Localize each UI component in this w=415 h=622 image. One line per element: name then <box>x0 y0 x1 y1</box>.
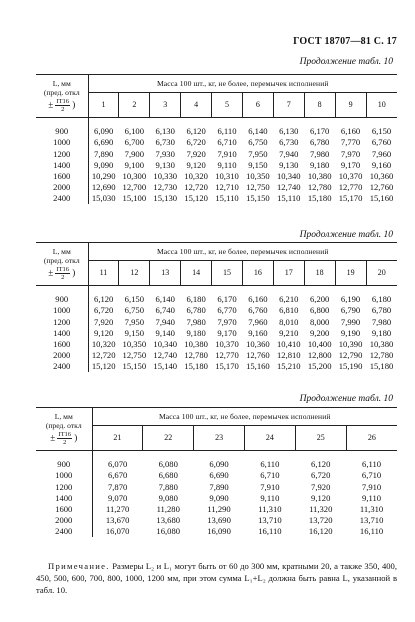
variant-column-header: 11 <box>88 261 119 286</box>
length-cell: 1600 <box>36 504 92 515</box>
mass-cell: 10,290 <box>91 171 116 182</box>
mass-cell: 9,180 <box>186 327 206 338</box>
length-cell: 2400 <box>36 193 88 204</box>
mass-cell: 12,700 <box>122 182 147 193</box>
length-cell: 1400 <box>36 160 88 171</box>
mass-cell: 6,180 <box>371 294 392 305</box>
mass-cell: 6,690 <box>94 137 114 148</box>
length-column-header <box>36 408 92 451</box>
mass-cell: 6,710 <box>217 137 237 148</box>
note-label: Примечание. <box>48 561 110 571</box>
tolerance-fraction: ± $\frac{IT16}{2}$ ) <box>48 265 76 282</box>
mass-cell: 13,710 <box>258 515 282 526</box>
mass-cell: 15,170 <box>338 193 363 204</box>
length-cell: 2000 <box>36 515 92 526</box>
note <box>36 560 397 597</box>
table-row <box>36 504 397 515</box>
mass-cell: 16,070 <box>105 526 130 537</box>
mass-cell: 10,390 <box>338 339 363 350</box>
mass-cell: 10,310 <box>215 171 239 182</box>
mass-cell: 7,980 <box>371 316 392 327</box>
mass-cell: 6,110 <box>362 459 382 470</box>
mass-cell: 10,370 <box>215 339 239 350</box>
mass-cell: 6,790 <box>340 305 361 316</box>
mass-cell: 12,800 <box>307 350 332 361</box>
mass-cell: 9,180 <box>371 327 392 338</box>
mass-cell: 8,010 <box>279 316 299 327</box>
mass-cell: 7,950 <box>124 316 144 327</box>
mass-cell: 7,890 <box>209 481 229 492</box>
mass-cell: 12,770 <box>215 350 239 361</box>
tolerance-fraction: ± $\frac{IT16}{2}$ ) <box>50 430 78 447</box>
table-row <box>36 350 397 361</box>
mass-table-1 <box>36 74 397 204</box>
variant-column-header: 17 <box>273 261 304 286</box>
mass-cell: 7,910 <box>260 481 280 492</box>
mass-cell: 15,140 <box>153 361 178 372</box>
mass-cell: 12,760 <box>246 350 270 361</box>
mass-cell: 10,410 <box>276 339 301 350</box>
mass-cell: 6,140 <box>155 294 175 305</box>
mass-cell: 8,000 <box>310 316 330 327</box>
variant-column-header: 2 <box>119 93 150 118</box>
mass-cell: 6,160 <box>340 126 361 137</box>
mass-cell: 10,320 <box>91 339 116 350</box>
mass-cell: 11,280 <box>156 504 180 515</box>
mass-cell: 6,730 <box>279 137 299 148</box>
mass-cell: 9,170 <box>217 327 237 338</box>
table-row <box>36 148 397 159</box>
mass-cell: 11,290 <box>207 504 231 515</box>
mass-cell: 12,720 <box>91 350 116 361</box>
tolerance-label: (пред. откл <box>43 256 80 266</box>
mass-cell: 6,720 <box>94 305 114 316</box>
mass-cell: 7,940 <box>155 316 175 327</box>
mass-cell: 6,110 <box>260 459 280 470</box>
mass-cell: 7,960 <box>248 316 268 327</box>
mass-cell: 7,770 <box>340 137 361 148</box>
mass-cell: 6,750 <box>248 137 268 148</box>
mass-cell: 6,130 <box>155 126 175 137</box>
table-row <box>36 316 397 327</box>
length-label: L, мм <box>54 412 73 422</box>
mass-cell: 9,130 <box>155 159 175 170</box>
mass-cell: 7,890 <box>94 148 114 159</box>
mass-cell: 6,150 <box>124 294 144 305</box>
mass-cell: 6,670 <box>107 470 128 481</box>
mass-cell: 9,160 <box>248 327 268 338</box>
length-cell: 1000 <box>36 470 92 481</box>
mass-cell: 6,130 <box>279 126 299 137</box>
mass-cell: 9,130 <box>279 159 299 170</box>
mass-cell: 10,330 <box>153 171 178 182</box>
mass-cell: 7,910 <box>361 481 382 492</box>
mass-cell: 6,090 <box>94 126 114 137</box>
length-cell: 2000 <box>36 350 88 361</box>
mass-cell: 9,110 <box>362 492 382 503</box>
mass-cell: 10,380 <box>184 339 208 350</box>
mass-cell: 12,720 <box>184 182 208 193</box>
mass-cell: 15,030 <box>91 193 116 204</box>
variant-column-header: 18 <box>304 261 335 286</box>
mass-cell: 10,380 <box>307 171 332 182</box>
mass-span-header: Масса 100 шт., кг, не более, перемычек исполнений <box>88 243 397 261</box>
mass-cell: 9,120 <box>186 159 206 170</box>
mass-cell: 6,690 <box>209 470 229 481</box>
length-cell: 2000 <box>36 182 88 193</box>
mass-cell: 12,710 <box>215 182 239 193</box>
mass-cell: 13,670 <box>105 515 130 526</box>
table-row <box>36 526 397 537</box>
mass-span-header: Масса 100 шт., кг, не более, перемычек исполнений <box>88 75 397 93</box>
table-row <box>36 470 397 481</box>
mass-cell: 6,090 <box>209 459 229 470</box>
mass-cell: 12,690 <box>91 182 116 193</box>
mass-cell: 15,120 <box>91 361 116 372</box>
mass-cell: 12,780 <box>307 182 332 193</box>
length-cell: 1400 <box>36 328 88 339</box>
table-row <box>36 493 397 504</box>
mass-cell: 12,730 <box>153 182 178 193</box>
mass-cell: 6,700 <box>124 137 144 148</box>
mass-cell: 11,310 <box>258 504 282 515</box>
mass-cell: 12,780 <box>184 350 208 361</box>
mass-cell: 9,150 <box>124 327 144 338</box>
mass-cell: 12,750 <box>122 350 147 361</box>
mass-cell: 7,950 <box>248 148 268 159</box>
variant-column-header: 13 <box>150 261 181 286</box>
mass-cell: 10,350 <box>122 339 147 350</box>
mass-cell: 10,320 <box>184 171 208 182</box>
table-row <box>36 182 397 193</box>
table-row <box>36 481 397 492</box>
length-cell: 1600 <box>36 171 88 182</box>
mass-cell: 9,120 <box>311 492 331 503</box>
mass-cell: 15,150 <box>122 361 147 372</box>
mass-cell: 6,200 <box>310 294 330 305</box>
mass-cell: 12,760 <box>369 182 394 193</box>
mass-cell: 7,990 <box>340 316 361 327</box>
mass-cell: 16,080 <box>156 526 181 537</box>
mass-cell: 6,780 <box>186 305 206 316</box>
mass-cell: 7,980 <box>186 316 206 327</box>
variant-column-header: 16 <box>242 261 273 286</box>
mass-cell: 15,110 <box>215 193 239 204</box>
mass-cell: 15,100 <box>122 193 147 204</box>
variant-column-header: 5 <box>212 93 243 118</box>
variant-column-header: 9 <box>335 93 366 118</box>
mass-cell: 9,150 <box>248 159 268 170</box>
mass-cell: 7,870 <box>107 481 128 492</box>
mass-cell: 6,120 <box>94 294 114 305</box>
length-cell: 1200 <box>36 316 88 327</box>
mass-cell: 6,070 <box>107 459 128 470</box>
table-row <box>36 339 397 350</box>
continuation-caption-3: Продолжение табл. 10 <box>299 394 393 404</box>
variant-column-header: 6 <box>242 93 273 118</box>
mass-cell: 9,110 <box>260 492 280 503</box>
table-row <box>36 328 397 339</box>
mass-cell: 12,740 <box>276 182 301 193</box>
variant-column-header: 8 <box>304 93 335 118</box>
mass-cell: 16,090 <box>207 526 231 537</box>
mass-cell: 10,380 <box>369 339 394 350</box>
mass-cell: 15,180 <box>307 193 332 204</box>
mass-cell: 9,160 <box>371 159 392 170</box>
mass-cell: 9,180 <box>310 159 330 170</box>
variant-column-header: 23 <box>194 426 245 451</box>
mass-cell: 13,690 <box>207 515 231 526</box>
length-cell: 1400 <box>36 493 92 504</box>
mass-cell: 16,110 <box>359 526 384 537</box>
length-column-header <box>36 243 88 286</box>
variant-column-header: 7 <box>273 93 304 118</box>
mass-cell: 9,090 <box>94 159 114 170</box>
mass-cell: 7,910 <box>217 148 237 159</box>
mass-cell: 15,130 <box>153 193 178 204</box>
length-cell: 2400 <box>36 361 88 372</box>
table-row <box>36 305 397 316</box>
mass-cell: 6,150 <box>371 126 392 137</box>
variant-column-header: 10 <box>366 93 397 118</box>
mass-cell: 9,190 <box>340 327 361 338</box>
mass-table-3 <box>36 407 397 537</box>
length-label: L, мм <box>52 247 71 257</box>
mass-cell: 9,210 <box>279 327 299 338</box>
mass-cell: 7,930 <box>155 148 175 159</box>
mass-cell: 9,110 <box>217 159 237 170</box>
length-cell: 900 <box>36 294 88 305</box>
mass-cell: 6,780 <box>371 305 392 316</box>
mass-cell: 7,980 <box>310 148 330 159</box>
mass-cell: 10,360 <box>369 171 394 182</box>
mass-cell: 9,090 <box>209 492 229 503</box>
mass-cell: 10,350 <box>246 171 270 182</box>
length-cell: 1200 <box>36 481 92 492</box>
mass-cell: 6,180 <box>186 294 206 305</box>
mass-cell: 12,810 <box>276 350 301 361</box>
mass-cell: 6,210 <box>279 294 299 305</box>
table-row <box>36 137 397 148</box>
variant-column-header: 25 <box>295 426 346 451</box>
length-column-header <box>36 75 88 118</box>
table-row <box>36 459 397 470</box>
note-text: Размеры L₂ и L₁ могут быть от 60 до 300 мм, кратными 20, а также 350, 400, 450, 500, 600, 700, 800, 1000, 1200 мм, при этом сумма L₁+L₂ должна быть равна L, указанной в табл. 10. <box>36 561 397 596</box>
mass-cell: 7,970 <box>217 316 237 327</box>
mass-cell: 12,790 <box>338 350 363 361</box>
length-cell: 1600 <box>36 339 88 350</box>
mass-cell: 12,750 <box>246 182 270 193</box>
length-cell: 1000 <box>36 137 88 148</box>
length-label: L, мм <box>52 79 71 89</box>
mass-cell: 7,960 <box>371 148 392 159</box>
mass-cell: 6,720 <box>311 470 331 481</box>
mass-cell: 10,300 <box>122 171 147 182</box>
continuation-caption-2: Продолжение табл. 10 <box>299 230 393 240</box>
mass-cell: 6,740 <box>155 305 175 316</box>
mass-cell: 6,760 <box>248 305 268 316</box>
mass-cell: 15,120 <box>184 193 208 204</box>
mass-cell: 11,270 <box>106 504 130 515</box>
mass-cell: 6,680 <box>158 470 178 481</box>
mass-cell: 9,140 <box>155 327 175 338</box>
mass-cell: 12,780 <box>369 350 394 361</box>
mass-cell: 10,400 <box>307 339 332 350</box>
mass-cell: 15,160 <box>246 361 270 372</box>
mass-cell: 9,120 <box>94 327 114 338</box>
mass-cell: 7,920 <box>186 148 206 159</box>
mass-cell: 6,780 <box>310 137 330 148</box>
mass-cell: 13,710 <box>359 515 384 526</box>
mass-cell: 6,100 <box>124 126 144 137</box>
mass-cell: 11,310 <box>359 504 384 515</box>
mass-cell: 10,360 <box>246 339 270 350</box>
mass-cell: 9,200 <box>310 327 330 338</box>
mass-cell: 11,320 <box>309 504 333 515</box>
length-cell: 1000 <box>36 305 88 316</box>
mass-cell: 6,170 <box>217 294 237 305</box>
table-row <box>36 126 397 137</box>
mass-cell: 6,810 <box>279 305 299 316</box>
mass-cell: 6,730 <box>155 137 175 148</box>
mass-cell: 6,170 <box>310 126 330 137</box>
mass-cell: 15,210 <box>276 361 301 372</box>
mass-cell: 7,880 <box>158 481 178 492</box>
mass-cell: 9,170 <box>340 159 361 170</box>
table-row <box>36 294 397 305</box>
mass-cell: 6,160 <box>248 294 268 305</box>
mass-cell: 15,150 <box>246 193 270 204</box>
table-row <box>36 515 397 526</box>
variant-column-header: 4 <box>181 93 212 118</box>
mass-cell: 15,180 <box>184 361 208 372</box>
mass-cell: 13,720 <box>308 515 333 526</box>
mass-cell: 15,180 <box>369 361 394 372</box>
table-row <box>36 361 397 372</box>
mass-cell: 13,680 <box>156 515 181 526</box>
variant-column-header: 3 <box>150 93 181 118</box>
mass-cell: 15,190 <box>338 361 363 372</box>
mass-cell: 12,770 <box>338 182 363 193</box>
variant-column-header: 12 <box>119 261 150 286</box>
table-row <box>36 171 397 182</box>
mass-cell: 9,070 <box>107 492 128 503</box>
mass-cell: 6,190 <box>340 294 361 305</box>
variant-column-header: 14 <box>181 261 212 286</box>
length-cell: 1200 <box>36 148 88 159</box>
tolerance-label: (пред. откл <box>43 88 80 98</box>
mass-cell: 15,160 <box>369 193 394 204</box>
mass-cell: 15,200 <box>307 361 332 372</box>
mass-span-header: Масса 100 шт., кг, не более, перемычек исполнений <box>92 408 397 426</box>
table-row <box>36 160 397 171</box>
mass-cell: 9,080 <box>158 492 178 503</box>
mass-cell: 6,710 <box>260 470 280 481</box>
mass-cell: 6,120 <box>311 459 331 470</box>
variant-column-header: 19 <box>335 261 366 286</box>
mass-cell: 10,370 <box>338 171 363 182</box>
tolerance-label: (пред. откл <box>45 421 82 431</box>
variant-column-header: 26 <box>346 426 397 451</box>
tolerance-fraction: ± $\frac{IT16}{2}$ ) <box>48 97 76 114</box>
length-cell: 900 <box>36 459 92 470</box>
continuation-caption-1: Продолжение табл. 10 <box>299 57 393 67</box>
mass-cell: 6,760 <box>371 137 392 148</box>
variant-column-header: 20 <box>366 261 397 286</box>
mass-cell: 16,110 <box>258 526 282 537</box>
mass-cell: 6,750 <box>124 305 144 316</box>
mass-cell: 7,920 <box>311 481 331 492</box>
mass-cell: 6,110 <box>217 126 237 137</box>
variant-column-header: 15 <box>212 261 243 286</box>
mass-cell: 15,170 <box>215 361 239 372</box>
mass-cell: 6,140 <box>248 126 268 137</box>
variant-column-header: 22 <box>143 426 194 451</box>
mass-cell: 10,340 <box>276 171 301 182</box>
mass-cell: 15,110 <box>277 193 301 204</box>
mass-cell: 6,720 <box>186 137 206 148</box>
mass-cell: 6,800 <box>310 305 330 316</box>
mass-cell: 6,120 <box>186 126 206 137</box>
mass-cell: 10,340 <box>153 339 178 350</box>
mass-cell: 7,920 <box>94 316 114 327</box>
variant-column-header: 1 <box>88 93 119 118</box>
variant-column-header: 24 <box>244 426 295 451</box>
mass-cell: 6,710 <box>361 470 382 481</box>
mass-cell: 7,900 <box>124 148 144 159</box>
mass-cell: 9,100 <box>124 159 144 170</box>
mass-cell: 7,940 <box>279 148 299 159</box>
mass-cell: 12,740 <box>153 350 178 361</box>
mass-cell: 16,120 <box>308 526 333 537</box>
mass-cell: 6,080 <box>158 459 178 470</box>
variant-column-header: 21 <box>92 426 143 451</box>
mass-cell: 7,970 <box>340 148 361 159</box>
length-cell: 900 <box>36 126 88 137</box>
page-header: ГОСТ 18707—81 С. 17 <box>293 36 397 47</box>
length-cell: 2400 <box>36 526 92 537</box>
table-row <box>36 193 397 204</box>
mass-table-2 <box>36 242 397 372</box>
mass-cell: 6,770 <box>217 305 237 316</box>
